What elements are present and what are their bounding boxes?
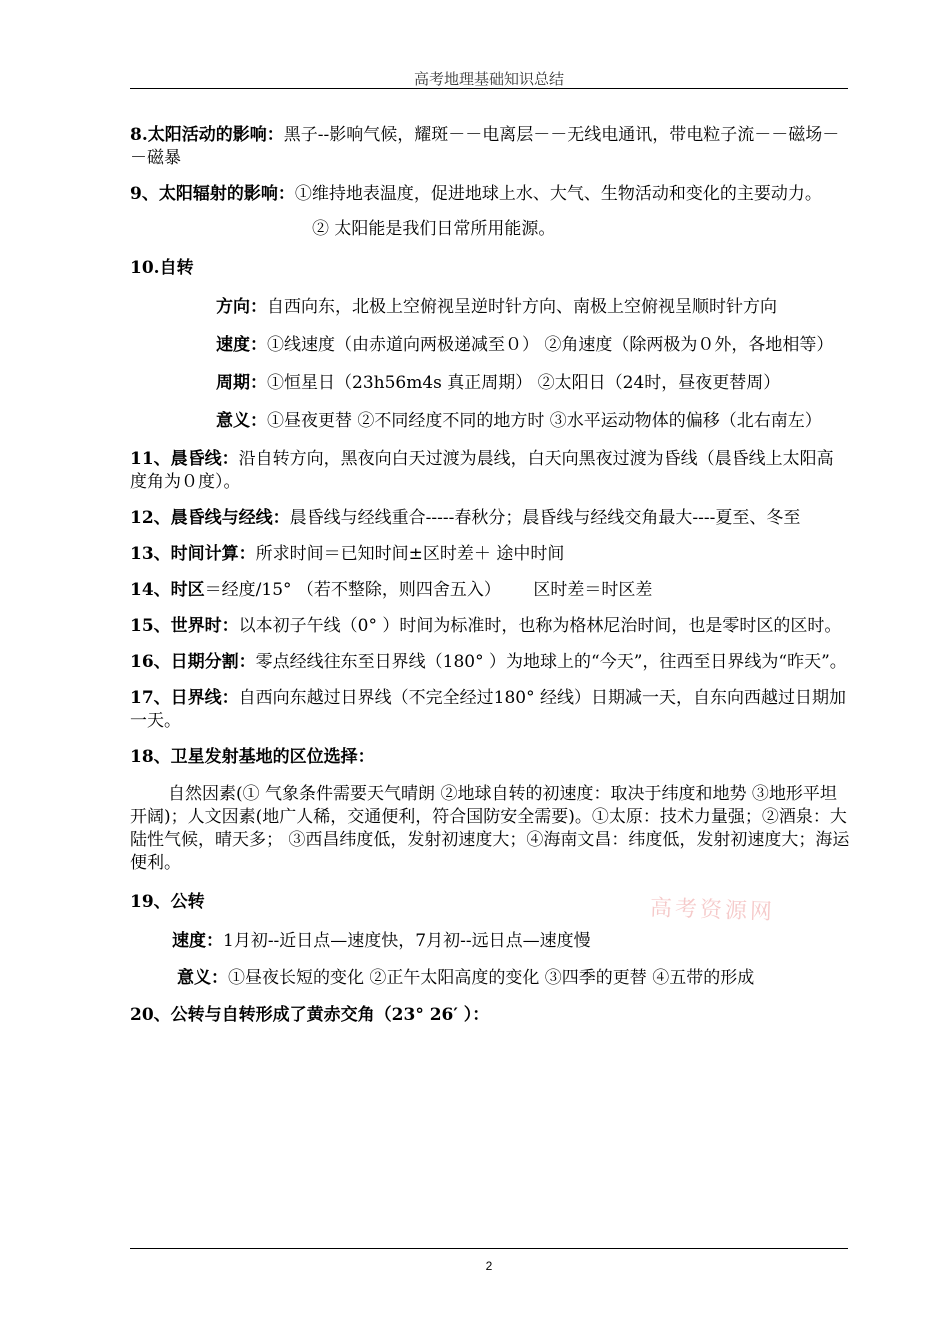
item-19-heading: 19、公转 [130,892,205,912]
document-body [130,124,850,1040]
item-10-direction-text: 自西向东，北极上空俯视呈逆时针方向、南极上空俯视呈顺时针方向 [267,297,777,317]
item-10-meaning-label: 意义： [216,411,267,431]
item-14 [130,579,850,602]
item-10-speed-label: 速度： [216,335,267,355]
item-16-text: 零点经线往东至日界线（180° ）为地球上的“今天”，往西至日界线为“昨天”。 [255,652,847,672]
item-10-meaning [130,410,850,433]
footer-divider [130,1248,848,1249]
item-20-heading: 20、公转与自转形成了黄赤交角（23° 26′ ）： [130,1005,490,1025]
item-12-text: 晨昏线与经线重合-----春秋分；晨昏线与经线交角最大----夏至、冬至 [289,508,801,528]
item-13-text: 所求时间＝已知时间±区时差＋ 途中时间 [255,544,565,564]
item-8-label: 8.太阳活动的影响： [130,125,284,145]
item-17-label: 17、日界线： [130,688,239,708]
item-8-text: 黑子--影响气候，耀斑－－电离层－－无线电通讯，带电粒子流－－磁场－－磁暴 [130,125,840,168]
item-12 [130,507,850,530]
item-10-direction [130,296,850,319]
item-19-meaning [130,967,850,990]
item-18-heading: 18、卫星发射基地的区位选择： [130,747,375,767]
item-19-meaning-label: 意义： [177,968,228,988]
item-19-meaning-text: ①昼夜长短的变化 ②正午太阳高度的变化 ③四季的更替 ④五带的形成 [228,968,755,988]
item-15-text: 以本初子午线（0° ）时间为标准时，也称为格林尼治时间，也是零时区的区时。 [238,616,842,636]
item-10-speed [130,334,850,357]
item-11 [130,448,850,494]
item-10-period-label: 周期： [216,373,267,393]
item-10-period [130,372,850,395]
item-19-speed [130,930,850,953]
item-15-label: 15、世界时： [130,616,239,636]
item-19-speed-label: 速度： [172,931,223,951]
item-17-text: 自西向东越过日界线（不完全经过180° 经线）日期减一天，自东向西越过日期加一天。 [130,688,847,731]
item-14-text: ＝经度/15° （若不整除，则四舍五入） 区时差＝时区差 [204,580,653,600]
item-13 [130,543,850,566]
item-10-heading: 10.自转 [130,258,194,278]
item-17 [130,687,850,733]
item-9-text: ①维持地表温度，促进地球上水、大气、生物活动和变化的主要动力。 [294,184,822,204]
item-13-label: 13、时间计算： [130,544,256,564]
item-19-speed-text: 1月初--近日点—速度快，7月初--远日点—速度慢 [223,931,591,951]
item-16 [130,651,850,674]
watermark: 高考资源网 [649,895,776,926]
page-header-title: 高考地理基础知识总结 [413,70,564,88]
header-divider [130,88,848,89]
item-16-label: 16、日期分割： [130,652,256,672]
item-14-label: 14、时区 [130,580,205,600]
item-10-speed-text: ①线速度（由赤道向两极递减至０） ②角速度（除两极为０外，各地相等） [267,335,834,355]
item-10-meaning-text: ①昼夜更替 ②不同经度不同的地方时 ③水平运动物体的偏移（北右南左） [267,411,822,431]
page-number: 2 [485,1259,493,1273]
item-9-label: 9、太阳辐射的影响： [130,184,295,204]
item-8 [130,124,850,170]
item-10-period-text: ①恒星日（23h56m4s 真正周期） ②太阳日（24时，昼夜更替周） [267,373,781,393]
item-11-text: 沿自转方向，黑夜向白天过渡为晨线，白天向黑夜过渡为昏线（晨昏线上太阳高度角为０度）。 [130,449,834,492]
item-10-direction-label: 方向： [216,297,267,317]
item-15 [130,615,850,638]
item-12-label: 12、晨昏线与经线： [130,508,290,528]
item-9-text-2: ② 太阳能是我们日常所用能源。 [312,219,556,239]
item-11-label: 11、晨昏线： [130,449,239,469]
item-9 [130,183,850,206]
item-18-text: 自然因素(① 气象条件需要天气晴朗 ②地球自转的初速度：取决于纬度和地势 ③地形平坦开阔)；人文因素(地广人稀，交通便利，符合国防安全需要)。①太原：技术力量强；②酒泉：大陆性气候，晴天多； ③西昌纬度低，发射初速度大；④海南文昌：纬度低，发射初速度大；海运便利。 [130,784,850,873]
